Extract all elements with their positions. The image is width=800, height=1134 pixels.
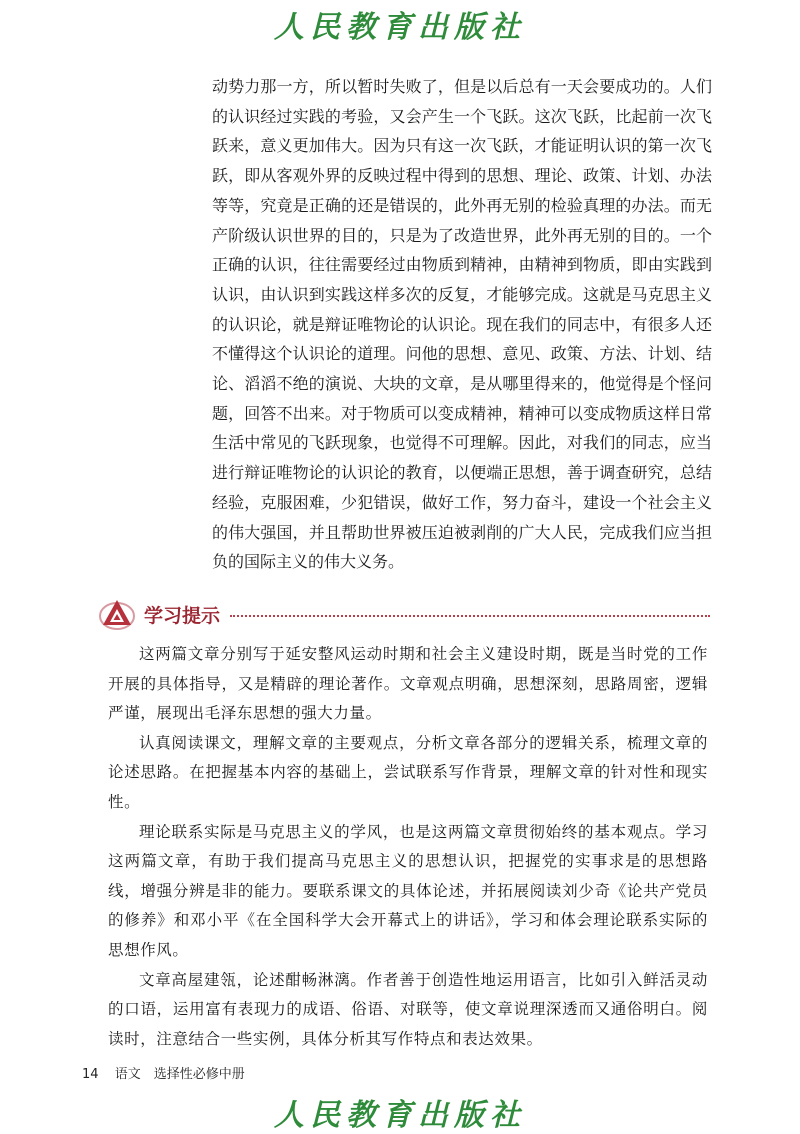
study-tips-logo-icon [98,597,136,631]
tips-paragraph: 理论联系实际是马克思主义的学风，也是这两篇文章贯彻始终的基本观点。学习这两篇文章，有助于我们提高马克思主义的思想认识，把握党的实事求是的思想路线，增强分辨是非的能力。要联系课文的具体论述，并拓展阅读刘少奇《论共产党员的修养》和邓小平《在全国科学大会开幕式上的讲话》，学习和体会理论联系实际的思想作风。 [108,822,708,959]
page-footer [82,1063,245,1082]
tips-paragraph: 认真阅读课文，理解文章的主要观点，分析文章各部分的逻辑关系，梳理文章的论述思路。在把握基本内容的基础上，尝试联系写作背景，理解文章的针对性和现实性。 [108,733,708,811]
main-body-text: 动势力那一方，所以暂时失败了，但是以后总有一天会要成功的。人们的认识经过实践的考验，又会产生一个飞跃。这次飞跃，比起前一次飞跃来，意义更加伟大。因为只有这一次飞跃，才能证明认识的第一次飞跃，即从客观外界的反映过程中得到的思想、理论、政策、计划、办法等等，究竟是正确的还是错误的，此外再无别的检验真理的办法。而无产阶级认识世界的目的，只是为了改造世界，此外再无别的目的。一个正确的认识，往往需要经过由物质到精神，由精神到物质，即由实践到认识，由认识到实践这样多次的反复，才能够完成。这就是马克思主义的认识论，就是辩证唯物论的认识论。现在我们的同志中，有很多人还不懂得这个认识论的道理。问他的思想、意见、政策、方法、计划、结论、滔滔不绝的演说、大块的文章，是从哪里得来的，他觉得是个怪问题，回答不出来。对于物质可以变成精神，精神可以变成物质这样日常生活中常见的飞跃现象，也觉得不可理解。因此，对我们的同志，应当进行辩证唯物论的认识论的教育，以便端正思想，善于调查研究，总结经验，克服困难，少犯错误，做好工作，努力奋斗，建设一个社会主义的伟大强国，并且帮助世界被压迫被剥削的广大人民，完成我们应当担负的国际主义的伟大义务。 [212,77,712,572]
publisher-header: 人民教育出版社 [274,10,526,45]
dotted-divider [230,615,710,617]
page-number: 14 [82,1067,99,1082]
book-title: 语文 选择性必修中册 [114,1067,245,1082]
tips-paragraph: 文章高屋建瓴，论述酣畅淋漓。作者善于创造性地运用语言，比如引入鲜活灵动的口语，运用富有表现力的成语、俗语、对联等，使文章说理深透而又通俗明白。阅读时，注意结合一些实例，具体分析其写作特点和表达效果。 [108,970,708,1048]
section-title: 学习提示 [144,604,221,627]
tips-paragraph: 这两篇文章分别写于延安整风运动时期和社会主义建设时期，既是当时党的工作开展的具体指导，又是精辟的理论著作。文章观点明确，思想深刻，思路周密，逻辑严谨，展现出毛泽东思想的强大力量。 [108,645,708,723]
publisher-footer: 人民教育出版社 [274,1098,526,1133]
study-tips-header [98,594,710,634]
study-tips-body [108,640,708,1054]
